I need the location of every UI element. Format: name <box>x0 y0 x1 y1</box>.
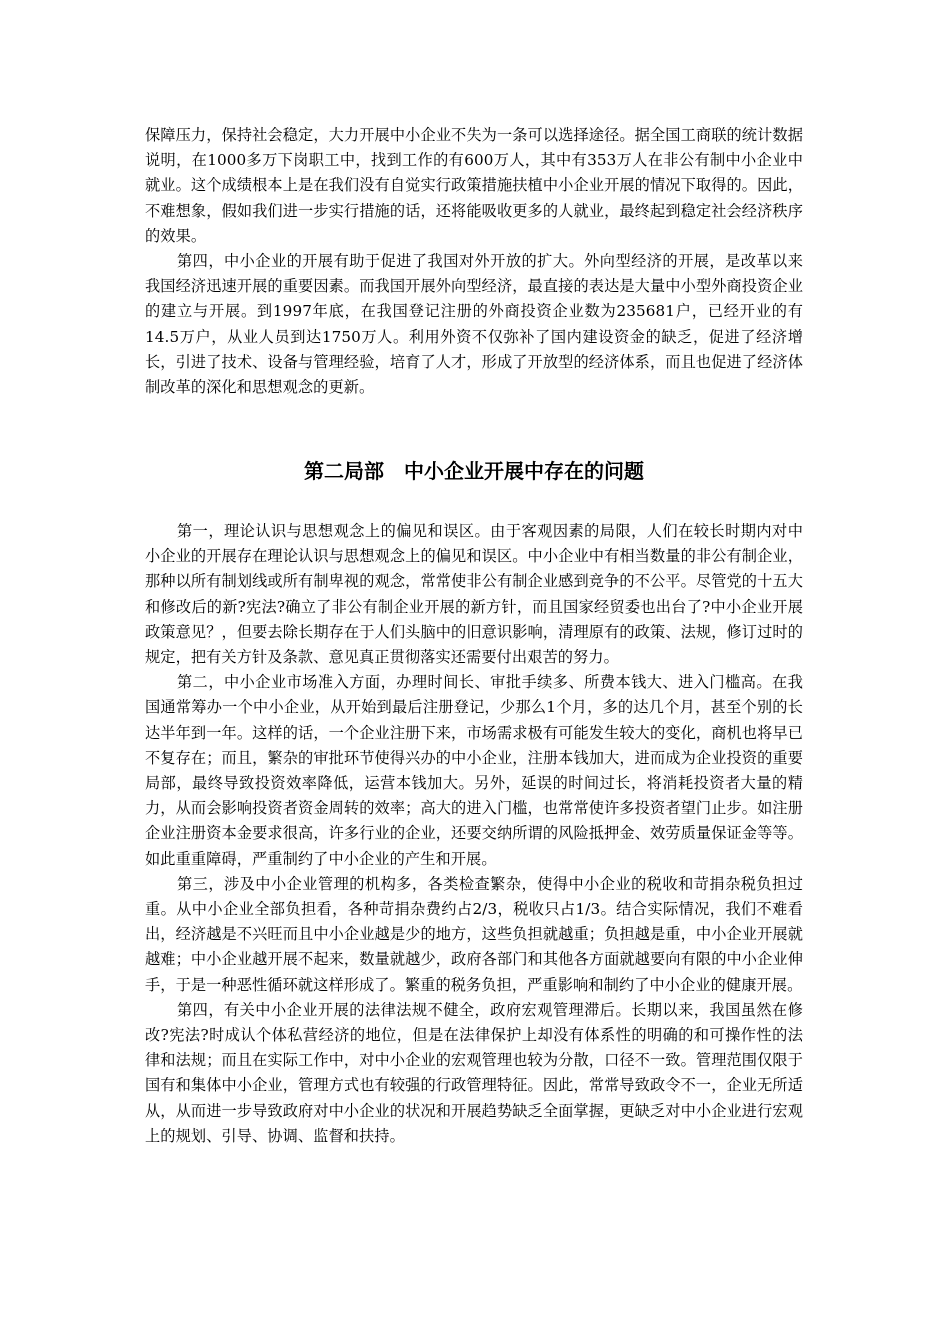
paragraph-problem-3: 第三，涉及中小企业管理的机构多，各类检查繁杂，使得中小企业的税收和苛捐杂税负担过重。从中小企业全部负担看，各种苛捐杂费约占2/3，税收只占1/3。结合实际情况，我们不难看出，经济越是不兴旺而且中小企业越是少的地方，这些负担就越重；负担越是重，中小企业开展就越难；中小企业越开展不起来，数量就越少，政府各部门和其他各方面就越要向有限的中小企业伸手，于是一种恶性循环就这样形成了。繁重的税务负担，严重影响和制约了中小企业的健康开展。 <box>145 874 803 994</box>
section-two-heading: 第二局部 中小企业开展中存在的问题 <box>304 459 644 483</box>
section-one-text <box>145 123 803 400</box>
paragraph-opening-up: 第四，中小企业的开展有助于促进了我国对外开放的扩大。外向型经济的开展，是改革以来我国经济迅速开展的重要因素。而我国开展外向型经济，最直接的表达是大量中小型外商投资企业的建立与开展。到1997年底，在我国登记注册的外商投资企业数为235681户，已经开业的有14.5万户，从业人员到达1750万人。利用外资不仅弥补了国内建设资金的缺乏，促进了经济增长，引进了技术、设备与管理经验，培育了人才，形成了开放型的经济体系，而且也促进了经济体制改革的深化和思想观念的更新。 <box>145 252 803 397</box>
section-two-text <box>145 519 803 1149</box>
paragraph-employment-continued: 保障压力，保持社会稳定，大力开展中小企业不失为一条可以选择途径。据全国工商联的统计数据说明，在1000多万下岗职工中，找到工作的有600万人，其中有353万人在非公有制中小企业中就业。这个成绩根本上是在我们没有自觉实行政策措施扶植中小企业开展的情况下取得的。因此，不难想象，假如我们进一步实行措施的话，还将能吸收更多的人就业，最终起到稳定社会经济秩序的效果。 <box>145 126 803 245</box>
paragraph-problem-4: 第四，有关中小企业开展的法律法规不健全，政府宏观管理滞后。长期以来，我国虽然在修改?宪法?时成认个体私营经济的地位，但是在法律保护上却没有体系性的明确的和可操作性的法律和法规；而且在实际工作中，对中小企业的宏观管理也较为分散，口径不一致。管理范围仅限于国有和集体中小企业，管理方式也有较强的行政管理特征。因此，常常导致政令不一，企业无所适从，从而进一步导致政府对中小企业的状况和开展趋势缺乏全面掌握，更缺乏对中小企业进行宏观上的规划、引导、协调、监督和扶持。 <box>145 1000 803 1145</box>
paragraph-problem-2: 第二，中小企业市场准入方面，办理时间长、审批手续多、所费本钱大、进入门槛高。在我国通常筹办一个中小企业，从开始到最后注册登记，少那么1个月，多的达几个月，甚至个别的长达半年到一年。这样的话，一个企业注册下来，市场需求极有可能发生较大的变化，商机也将早已不复存在；而且，繁杂的审批环节使得兴办的中小企业，注册本钱加大，进而成为企业投资的重要局部，最终导致投资效率降低，运营本钱加大。另外，延误的时间过长，将消耗投资者大量的精力，从而会影响投资者资金周转的效率；高大的进入门槛，也常常使许多投资者望门止步。如注册企业注册资本金要求很高，许多行业的企业，还要交纳所谓的风险抵押金、效劳质量保证金等等。如此重重障碍，严重制约了中小企业的产生和开展。 <box>145 673 803 868</box>
paragraph-problem-1: 第一，理论认识与思想观念上的偏见和误区。由于客观因素的局限，人们在较长时期内对中小企业的开展存在理论认识与思想观念上的偏见和误区。中小企业中有相当数量的非公有制企业，那种以所有制划线或所有制卑视的观念，常常使非公有制企业感到竞争的不公平。尽管党的十五大和修改后的新?宪法?确立了非公有制企业开展的新方针，而且国家经贸委也出台了?中小企业开展政策意见？，但要去除长期存在于人们头脑中的旧意识影响，清理原有的政策、法规，修订过时的规定，把有关方针及条款、意见真正贯彻落实还需要付出艰苦的努力。 <box>145 522 803 667</box>
